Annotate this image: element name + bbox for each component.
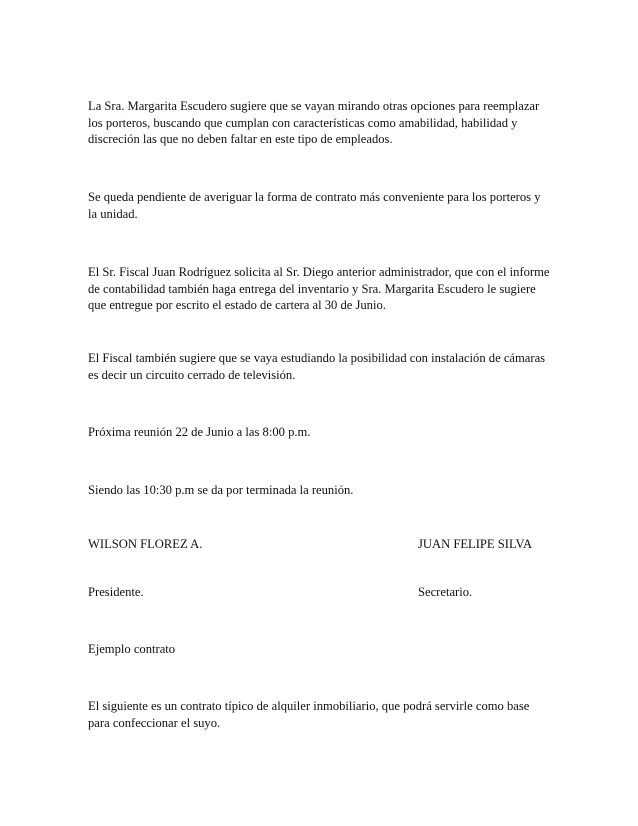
signature-president-name: WILSON FLOREZ A. [88,537,203,551]
section-heading: Ejemplo contrato [88,642,176,656]
paragraph-contrato-pendiente: Se queda pendiente de averiguar la forma de contrato más conveniente para los porteros y la unidad. [88,190,541,221]
paragraph-proxima-reunion: Próxima reunión 22 de Junio a las 8:00 p.m. [88,425,311,439]
paragraph-fiscal-solicitud: El Sr. Fiscal Juan Rodríguez solicita al Sr. Diego anterior administrador, que con el informe de contabilidad también haga entrega del inventario y Sra. Margarita Escudero le sugiere que entregue por escrito el estado de cartera al 30 de Junio. [88,265,550,312]
paragraph-cierre-reunion: Siendo las 10:30 p.m se da por terminada la reunión. [88,483,354,497]
signature-president-role: Presidente. [88,585,144,599]
paragraph-porteros-reemplazo: La Sra. Margarita Escudero sugiere que se vayan mirando otras opciones para reemplazar los porteros, buscando que cumplan con características como amabilidad, habilidad y discreción las que no deben faltar en este tipo de empleados. [88,99,540,146]
signature-secretary-role: Secretario. [418,585,473,599]
paragraph-contrato-intro: El siguiente es un contrato típico de alquiler inmobiliario, que podrá servirle como base para confeccionar el suyo. [88,699,530,730]
signature-secretary-name: JUAN FELIPE SILVA [418,537,533,551]
paragraph-camaras: El Fiscal también sugiere que se vaya estudiando la posibilidad con instalación de cámaras es decir un circuito cerrado de televisión. [88,351,546,382]
